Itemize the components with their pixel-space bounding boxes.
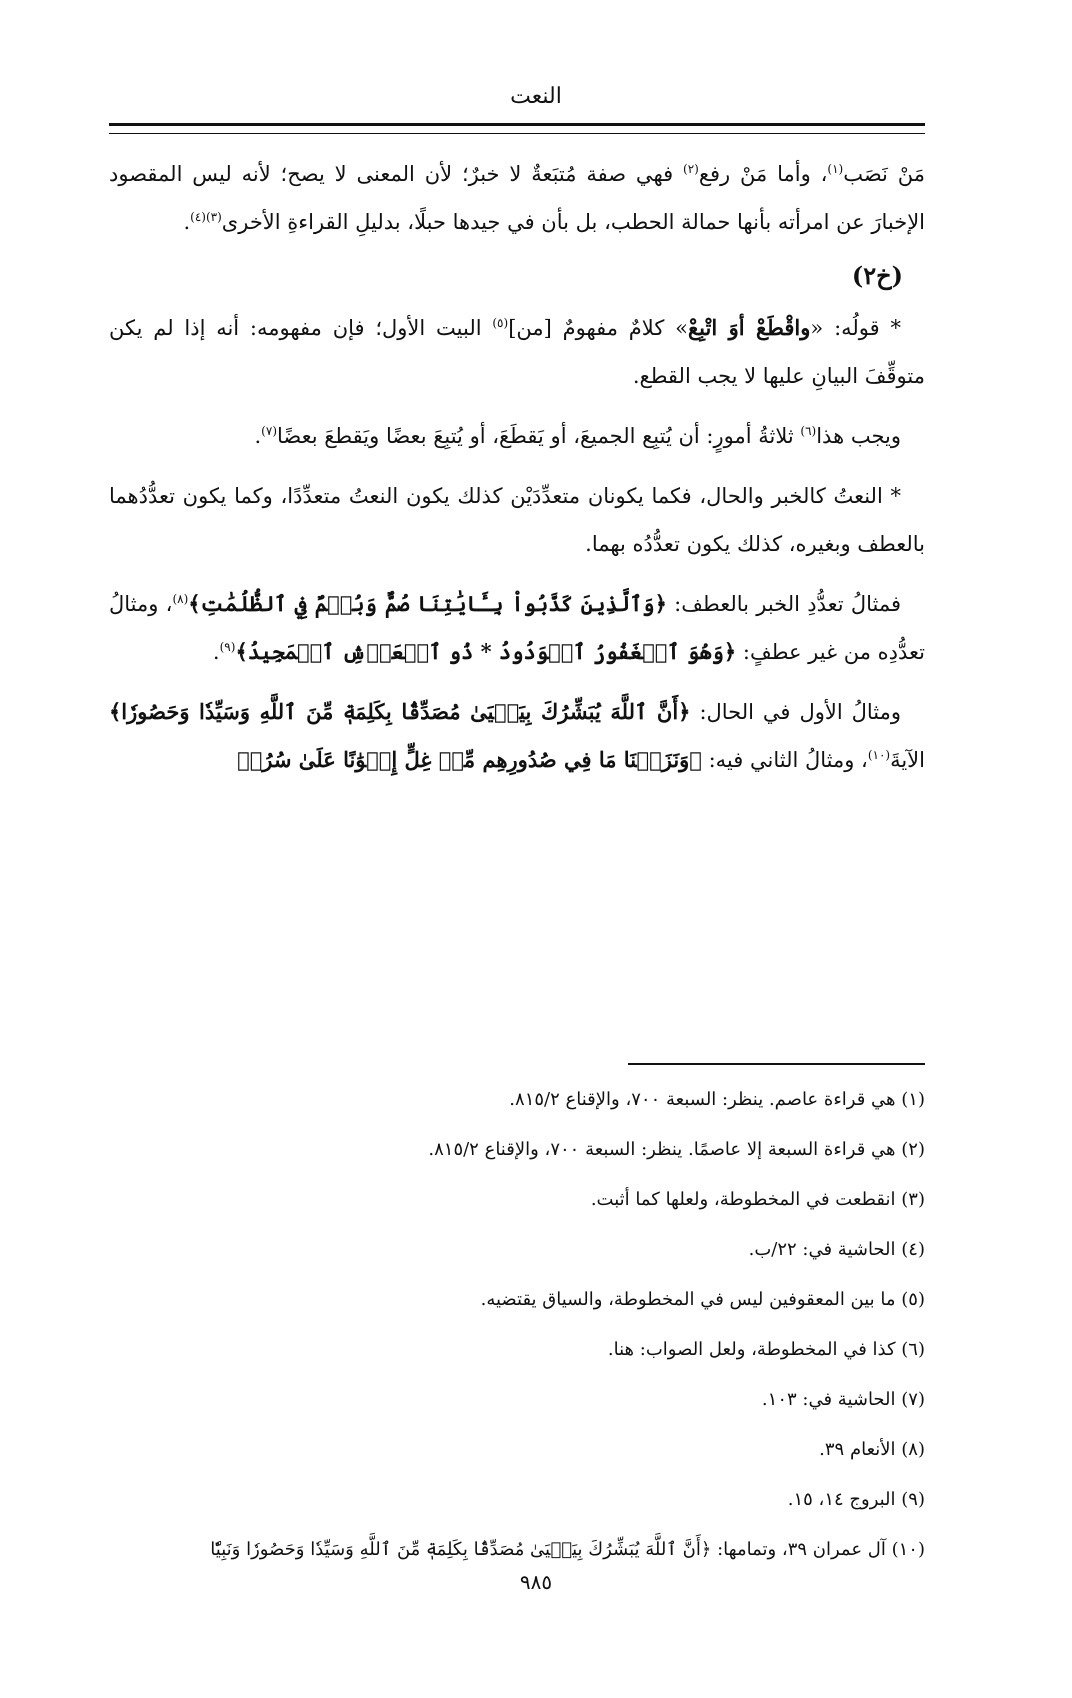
footnote-6: (٦) كذا في المخطوطة، ولعل الصواب: هنا. bbox=[607, 1339, 925, 1360]
paragraph-4: * النعتُ كالخبر والحال، فكما يكونان متعدِّدَيْن كذلك يكون النعتُ متعدِّدًا، وكما يكون تعدُّدُهما بالعطف وبغيره، كذلك يكون تعدُّدُه بهما. bbox=[109, 484, 925, 556]
quran-verse: ﴿وَهُوَ ٱلۡغَفُورُ ٱلۡوَدُودُ * ذُو ٱلۡعَرۡشِ ٱلۡمَجِيدُ﴾ bbox=[235, 639, 737, 664]
footnotes bbox=[109, 1075, 925, 1575]
header-rule-thick bbox=[109, 123, 925, 126]
page-number: ٩٨٥ bbox=[519, 1570, 553, 1594]
footnote-ref-9[interactable]: (٩) bbox=[219, 640, 236, 654]
footnote-10: (١٠) آل عمران ٣٩، وتمامها: ﴿أَنَّ ٱللَّهَ يُبَشِّرُكَ بِيَحۡيَىٰ مُصَدِّقَۢا بِكَلِمَةٖ مِّنَ ٱللَّهِ وَسَيِّدٗا وَحَصُورٗا وَنَبِيّٗا bbox=[210, 1539, 925, 1560]
paragraph-2: * قولُه: «واقْطَعْ أوَ اتْبِعْ» كلامٌ مفهومٌ [من]$^{(٥)}$ البيت الأول؛ فإن مفهومه: أنه إذا لم يكن متوقِّفَ البيانِ عليها لا يجب القطع. bbox=[109, 315, 925, 388]
footnote-5: (٥) ما بين المعقوفين ليس في المخطوطة، والسياق يقتضيه. bbox=[480, 1289, 925, 1310]
footnote-ref-1[interactable]: (١) bbox=[827, 162, 844, 176]
main-text bbox=[109, 150, 925, 790]
footnote-3: (٣) انقطعت في المخطوطة، ولعلها كما أثبت. bbox=[590, 1189, 925, 1210]
quran-verse: ﴿أَنَّ ٱللَّهَ يُبَشِّرُكَ بِيَحۡيَىٰ مُصَدِّقَۢا بِكَلِمَةٖ مِّنَ ٱللَّهِ وَسَيِّدٗا وَحَصُورٗا﴾ bbox=[109, 699, 691, 724]
running-header: النعت bbox=[510, 84, 562, 109]
footnote-ref-3[interactable]: (٣) bbox=[205, 210, 222, 224]
quoted-verse: واقْطَعْ أوَ اتْبِعْ bbox=[687, 315, 811, 340]
footnote-9: (٩) البروج ١٤، ١٥. bbox=[787, 1489, 925, 1510]
footnote-2: (٢) هي قراءة السبعة إلا عاصمًا. ينظر: السبعة ٧٠٠، والإقناع ٨١٥/٢. bbox=[428, 1139, 925, 1160]
footnote-7: (٧) الحاشية في: ١٠٣. bbox=[761, 1389, 925, 1410]
footnote-ref-6[interactable]: (٦) bbox=[800, 424, 817, 438]
header-rule-thin bbox=[109, 133, 925, 134]
footnote-ref-4[interactable]: (٤) bbox=[190, 210, 206, 224]
paragraph-1: مَنْ نَصَب$^{(١)}$، وأما مَنْ رفع$^{(٢)}$ فهي صفة مُتبَعةٌ لا خبرٌ؛ لأن المعنى لا يصح؛ لأنه ليس المقصود الإخبارَ عن امرأته بأنها حمالة الحطب، بل بأن في جيدها حبلًا، بدليلِ القراءةِ الأخرى$^{(٣)(٤)}$. bbox=[109, 162, 925, 234]
footnote-ref-7[interactable]: (٧) bbox=[261, 424, 277, 438]
footnote-ref-10[interactable]: (١٠) bbox=[867, 748, 891, 762]
footnote-ref-2[interactable]: (٢) bbox=[683, 162, 699, 176]
footnote-1: (١) هي قراءة عاصم. ينظر: السبعة ٧٠٠، والإقناع ٨١٥/٢. bbox=[509, 1089, 925, 1110]
footnote-8: (٨) الأنعام ٣٩. bbox=[819, 1439, 925, 1460]
quran-verse: ﴿وَنَزَعۡنَا مَا فِي صُدُورِهِم مِّنۡ غِلٍّ إِخۡوَٰنًا عَلَىٰ سُرُرٖ bbox=[237, 747, 702, 772]
paragraph-3: ويجب هذا$^{(٦)}$ ثلاثةُ أمورٍ: أن يُتبِع الجميعَ، أو يَقطَعَ، أو يُتبِعَ بعضًا ويَقطعَ بعضًا$^{(٧)}$. bbox=[254, 424, 901, 448]
footnote-separator bbox=[628, 1063, 925, 1065]
footnote-4: (٤) الحاشية في: ٢٢/ب. bbox=[748, 1239, 925, 1260]
section-heading: (خ٢) bbox=[851, 261, 903, 290]
paragraph-5: فمثالُ تعدُّدِ الخبر بالعطف: ﴿وَٱلَّذِينَ كَذَّبُواْ بِـَٔايَٰتِنَا صُمٌّ وَبُكۡمٌ فِي ٱلظُّلُمَٰتِ﴾$^{(٨)}$، ومثالُ تعدُّدِه من غير عطفٍ: ﴿وَهُوَ ٱلۡغَفُورُ ٱلۡوَدُودُ * ذُو ٱلۡعَرۡشِ ٱلۡمَجِيدُ﴾$^{(٩)}$. bbox=[109, 591, 925, 664]
footnote-ref-8[interactable]: (٨) bbox=[172, 592, 189, 606]
footnote-ref-5[interactable]: (٥) bbox=[492, 316, 509, 330]
quran-verse: ﴿وَٱلَّذِينَ كَذَّبُواْ بِـَٔايَٰتِنَا صُمٌّ وَبُكۡمٌ فِي ٱلظُّلُمَٰتِ﴾ bbox=[188, 591, 667, 616]
paragraph-6: ومثالُ الأول في الحال: ﴿أَنَّ ٱللَّهَ يُبَشِّرُكَ بِيَحۡيَىٰ مُصَدِّقَۢا بِكَلِمَةٖ مِّنَ ٱللَّهِ وَسَيِّدٗا وَحَصُورٗا﴾ الآيةَ$^{(١٠)}$، ومثالُ الثاني فيه: ﴿وَنَزَعۡنَا مَا فِي صُدُورِهِم مِّنۡ غِلٍّ إِخۡوَٰنًا عَلَىٰ سُرُرٖ bbox=[109, 699, 925, 772]
